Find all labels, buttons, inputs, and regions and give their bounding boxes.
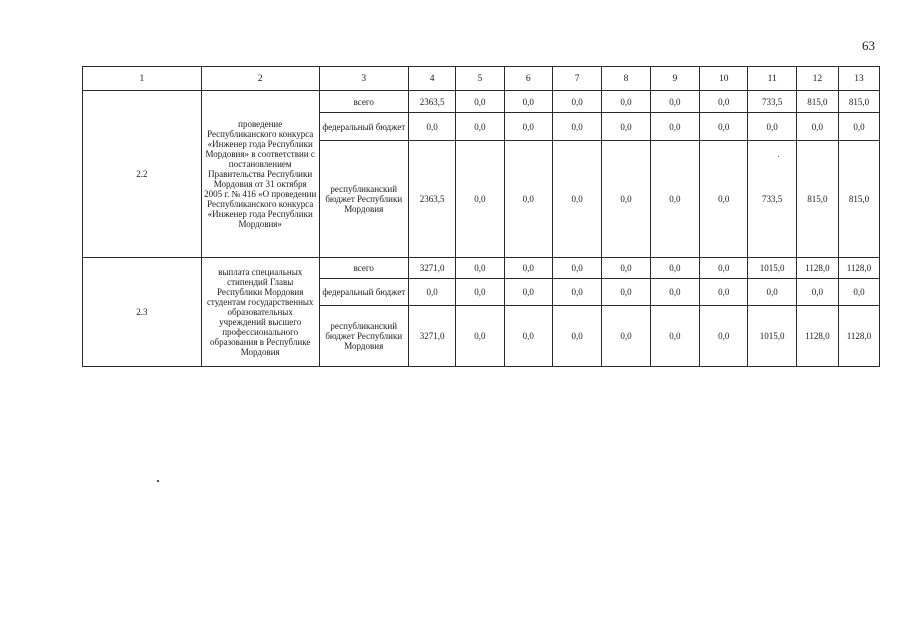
value-cell: 0,0 bbox=[700, 279, 748, 306]
column-header: 11 bbox=[748, 67, 796, 91]
value-cell: 0,0 bbox=[504, 141, 552, 258]
column-header: 8 bbox=[602, 67, 650, 91]
value-cell: 2363,5 bbox=[408, 91, 455, 113]
value-cell: 815,0 bbox=[796, 91, 838, 113]
value-cell: 0,0 bbox=[838, 113, 879, 141]
header-row bbox=[83, 67, 880, 91]
value-cell: 0,0 bbox=[700, 91, 748, 113]
value-cell: 733,5 bbox=[748, 141, 796, 258]
value-cell: 1128,0 bbox=[838, 258, 879, 279]
value-cell: 0,0 bbox=[602, 113, 650, 141]
value-cell: 0,0 bbox=[504, 113, 552, 141]
value-cell: 0,0 bbox=[456, 91, 504, 113]
value-cell: 0,0 bbox=[504, 306, 552, 367]
value-cell: 0,0 bbox=[408, 113, 455, 141]
row-id: 2.3 bbox=[83, 258, 202, 367]
value-cell: 0,0 bbox=[456, 141, 504, 258]
value-cell: 0,0 bbox=[748, 279, 796, 306]
value-cell: 0,0 bbox=[456, 113, 504, 141]
value-cell: 0,0 bbox=[748, 113, 796, 141]
value-cell: 815,0 bbox=[838, 141, 879, 258]
funding-source: республиканский бюджет Республики Мордовия bbox=[319, 141, 408, 258]
budget-table bbox=[82, 66, 880, 367]
value-cell: 0,0 bbox=[552, 306, 601, 367]
value-cell: 0,0 bbox=[700, 113, 748, 141]
column-header: 10 bbox=[700, 67, 748, 91]
value-cell: 0,0 bbox=[504, 279, 552, 306]
value-cell: 0,0 bbox=[602, 279, 650, 306]
value-cell: 0,0 bbox=[700, 306, 748, 367]
column-header: 12 bbox=[796, 67, 838, 91]
column-header: 1 bbox=[83, 67, 202, 91]
value-cell: 0,0 bbox=[602, 91, 650, 113]
value-cell: 0,0 bbox=[602, 306, 650, 367]
value-cell: 0,0 bbox=[456, 279, 504, 306]
value-cell: 0,0 bbox=[456, 258, 504, 279]
value-cell: 0,0 bbox=[602, 258, 650, 279]
value-cell: 0,0 bbox=[650, 91, 699, 113]
value-cell: 3271,0 bbox=[408, 306, 455, 367]
row-id: 2.2 bbox=[83, 91, 202, 258]
value-cell: 0,0 bbox=[700, 258, 748, 279]
value-cell: 733,5 bbox=[748, 91, 796, 113]
table-row bbox=[83, 91, 880, 113]
column-header: 13 bbox=[838, 67, 879, 91]
value-cell: 0,0 bbox=[796, 113, 838, 141]
page-number: 63 bbox=[862, 38, 875, 53]
value-cell: 1128,0 bbox=[796, 258, 838, 279]
column-header: 3 bbox=[319, 67, 408, 91]
value-cell: 815,0 bbox=[838, 91, 879, 113]
value-cell: 3271,0 bbox=[408, 258, 455, 279]
value-cell: 0,0 bbox=[552, 258, 601, 279]
value-cell: 0,0 bbox=[650, 258, 699, 279]
value-cell: 2363,5 bbox=[408, 141, 455, 258]
value-cell: 0,0 bbox=[456, 306, 504, 367]
value-cell: 815,0 bbox=[796, 141, 838, 258]
column-header: 9 bbox=[650, 67, 699, 91]
scan-speck bbox=[778, 156, 779, 157]
column-header: 2 bbox=[201, 67, 319, 91]
value-cell: 0,0 bbox=[552, 91, 601, 113]
value-cell: 0,0 bbox=[700, 141, 748, 258]
value-cell: 1015,0 bbox=[748, 306, 796, 367]
value-cell: 0,0 bbox=[504, 91, 552, 113]
value-cell: 0,0 bbox=[650, 306, 699, 367]
value-cell: 0,0 bbox=[650, 113, 699, 141]
row-description: проведение Республиканского конкурса «Инженер года Республики Мордовия» в соответствии с постановлением Правительства Республики Мордовия от 31 октября 2005 г. № 416 «О проведении Республиканского конкурса «Инженер года Республики Мордовия» bbox=[201, 91, 319, 258]
column-header: 4 bbox=[408, 67, 455, 91]
value-cell: 0,0 bbox=[552, 279, 601, 306]
value-cell: 1015,0 bbox=[748, 258, 796, 279]
value-cell: 1128,0 bbox=[796, 306, 838, 367]
value-cell: 0,0 bbox=[650, 141, 699, 258]
column-header: 5 bbox=[456, 67, 504, 91]
value-cell: 0,0 bbox=[552, 113, 601, 141]
value-cell: 0,0 bbox=[504, 258, 552, 279]
value-cell: 1128,0 bbox=[838, 306, 879, 367]
value-cell: 0,0 bbox=[408, 279, 455, 306]
value-cell: 0,0 bbox=[552, 141, 601, 258]
funding-source: федеральный бюджет bbox=[319, 279, 408, 306]
row-description: выплата специальных стипендий Главы Республики Мордовия студентам государственных образовательных учреждений высшего профессионального образования в Республике Мордовия bbox=[201, 258, 319, 367]
column-header: 7 bbox=[552, 67, 601, 91]
funding-source: федеральный бюджет bbox=[319, 113, 408, 141]
funding-source: всего bbox=[319, 258, 408, 279]
funding-source: республиканский бюджет Республики Мордовия bbox=[319, 306, 408, 367]
value-cell: 0,0 bbox=[796, 279, 838, 306]
value-cell: 0,0 bbox=[838, 279, 879, 306]
value-cell: 0,0 bbox=[650, 279, 699, 306]
value-cell: 0,0 bbox=[602, 141, 650, 258]
scan-speck bbox=[157, 480, 159, 482]
column-header: 6 bbox=[504, 67, 552, 91]
table-row bbox=[83, 258, 880, 279]
funding-source: всего bbox=[319, 91, 408, 113]
